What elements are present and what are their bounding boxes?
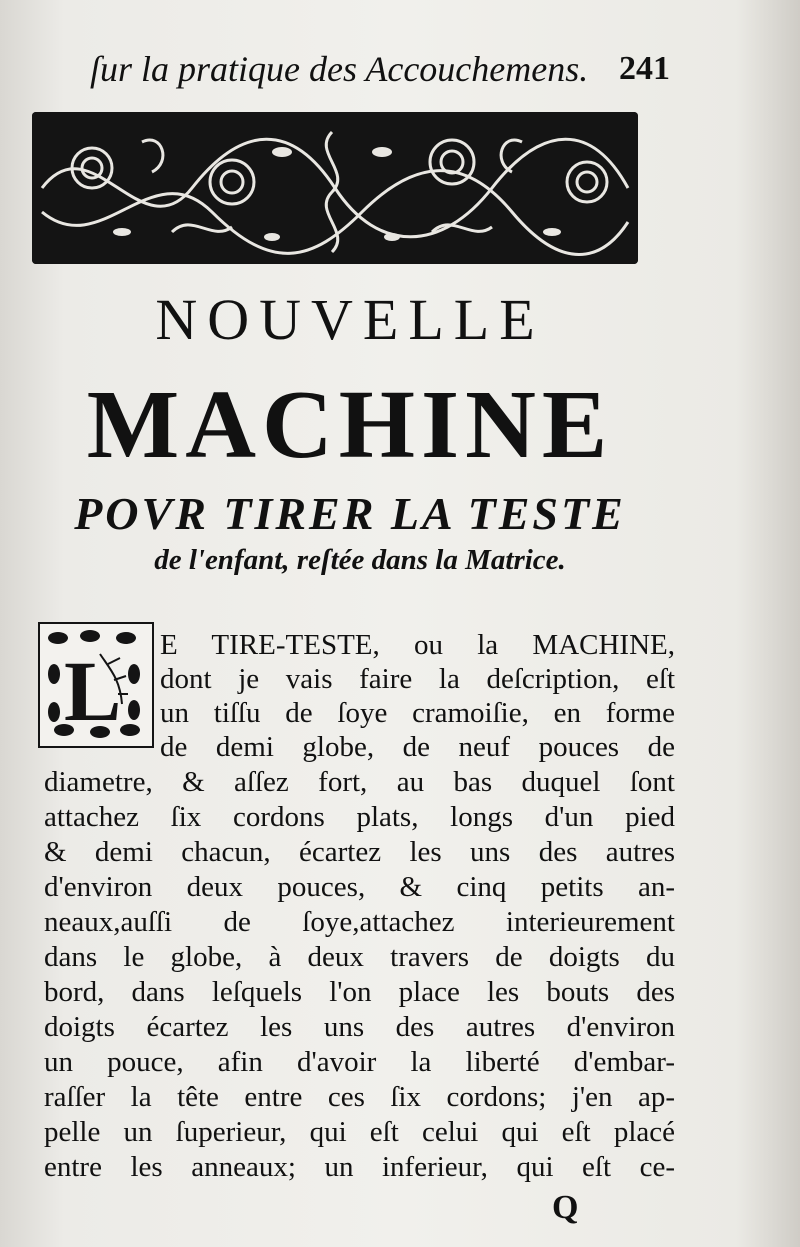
body-line: neaux,auſſi de ſoye,attachez interieurement [44, 906, 675, 938]
catchword: Q [552, 1189, 579, 1226]
body-line: attachez ſix cordons plats, longs d'un pied [44, 801, 675, 833]
body-line: pelle un ſuperieur, qui eſt celui qui eſt placé [44, 1116, 675, 1148]
body-line: un tiſſu de ſoye cramoiſie, en forme [160, 697, 675, 729]
body-line: dans le globe, à deux travers de doigts du [44, 941, 675, 973]
running-head-title: ſur la pratique des Accouchemens. [90, 49, 589, 89]
body-line: un pouce, afin d'avoir la liberté d'embar- [44, 1046, 675, 1078]
body-line: diametre, & aſſez fort, au bas duquel ſont [44, 766, 675, 798]
running-head [90, 44, 670, 94]
heading-line-3: POVR TIRER LA TESTE [74, 488, 626, 539]
body-line: & demi chacun, écartez les uns des autres [44, 836, 675, 868]
heading-line-2: MACHINE [86, 371, 614, 479]
svg-text:L: L [64, 643, 122, 739]
heading-line-4: de l'enfant, reſtée dans la Matrice. [154, 544, 566, 576]
heading-line-1: NOUVELLE [155, 287, 545, 352]
body-line: bord, dans leſquels l'on place les bouts des [44, 976, 675, 1008]
floral-woodcut-headpiece-icon [32, 112, 638, 264]
body-line: doigts écartez les uns des autres d'environ [44, 1011, 675, 1043]
body-line: de demi globe, de neuf pouces de [160, 731, 675, 763]
body-line: E TIRE-TESTE, ou la MACHINE, [160, 629, 675, 661]
body-line: d'environ deux pouces, & cinq petits an- [44, 871, 675, 903]
page-number: 241 [619, 50, 670, 87]
body-line: dont je vais faire la deſcription, eſt [160, 663, 675, 695]
decorated-initial-L-icon [38, 622, 154, 748]
body-line: entre les anneaux; un inferieur, qui eſt ce- [44, 1151, 675, 1183]
body-line: raſſer la tête entre ces ſix cordons; j'en ap- [44, 1081, 675, 1113]
